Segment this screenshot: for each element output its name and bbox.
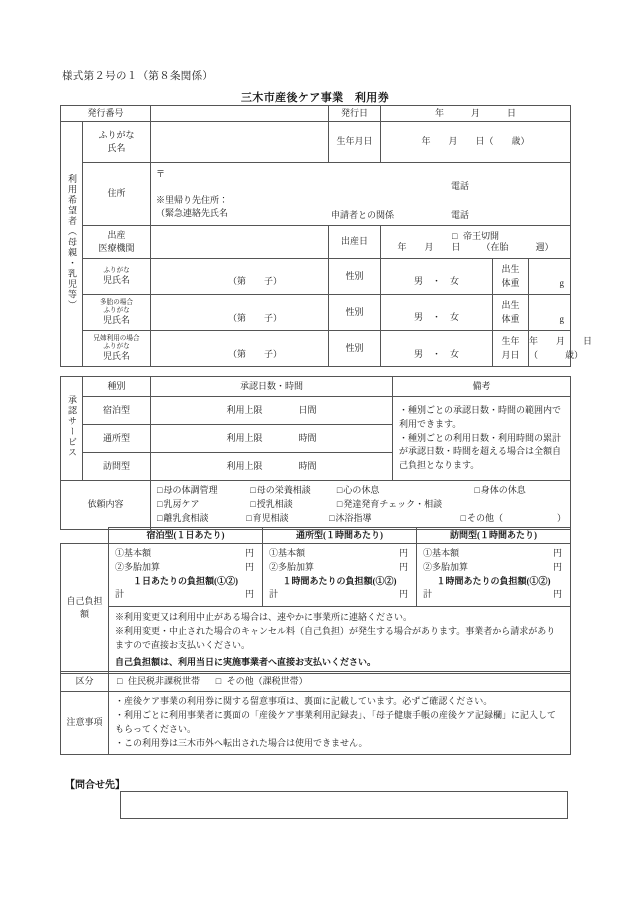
sibling-birthdate-value[interactable]	[529, 331, 593, 367]
notice-list	[109, 692, 571, 755]
multiple-gender-label: 性別	[329, 295, 381, 331]
birth-date-fields[interactable]: 年 月 日	[397, 242, 461, 252]
table-row	[61, 377, 571, 397]
checkbox-tax-exempt-household[interactable]	[117, 676, 123, 686]
fee-item1-unit-stay: 円	[244, 547, 254, 558]
table-row	[61, 528, 571, 544]
fee-note-1: ※利用変更又は利用中止がある場合は、速やかに事業所に連絡ください。	[115, 611, 413, 622]
category-label: 区分	[61, 672, 109, 692]
multiple-birth-weight-label	[493, 295, 529, 331]
checkbox-mother-condition[interactable]: □ 母の体調管理	[157, 484, 250, 498]
checkbox-childcare[interactable]: □ 育児相談	[246, 512, 329, 526]
multiple-child-order-value[interactable]	[151, 295, 329, 331]
fee-sum-label-day: 計	[269, 589, 279, 600]
approval-vertical-label: 承認サービス	[67, 395, 77, 459]
child-gender-label: 性別	[329, 259, 381, 295]
birthdate-label: 生年月日	[329, 122, 381, 163]
checkbox-physical-rest[interactable]: □ 身体の休息	[474, 484, 566, 498]
contact-input-box[interactable]	[120, 791, 568, 819]
weight-unit: g	[559, 277, 565, 288]
fee-note-3: 自己負担額は、利用当日に実施事業者へ直接お支払いください。	[115, 656, 377, 667]
fee-item1-label-stay: ①基本額	[115, 547, 152, 558]
birth-weight-label-line2: 体重	[501, 277, 520, 288]
approval-limit-visit[interactable]: 利用上限 時間	[151, 453, 393, 481]
sibling-birthdate-label-line2: 月日	[501, 349, 520, 360]
notice-label: 注意事項	[61, 692, 109, 755]
name-label-cell	[83, 122, 151, 163]
table-row	[61, 672, 571, 692]
checkbox-breastfeeding[interactable]: □ 授乳相談	[250, 498, 337, 512]
fee-table	[60, 527, 571, 674]
fee-sum-unit-day: 円	[398, 589, 408, 600]
notice-item-3: ・この利用券は三木市外へ転出された場合は使用できません。	[115, 737, 368, 748]
multiple-gender-options: 男 ・ 女	[414, 312, 460, 323]
multiple-weight-label-line2: 体重	[501, 313, 520, 324]
fee-item2-visit[interactable]	[417, 561, 570, 575]
fee-header-day: 通所型(１時間あたり)	[263, 528, 417, 544]
notice-item-1: ・産後ケア事業の利用券に関する留意事項は、裏面に記載しています。必ずご確認ください。	[115, 696, 493, 706]
fee-row-label	[61, 543, 109, 674]
approval-type-stay: 宿泊型	[83, 397, 151, 425]
birth-date-label: 出産日	[329, 226, 381, 259]
child-name-label: 児氏名	[103, 274, 131, 285]
table-row	[61, 692, 571, 755]
address-label: 住所	[83, 163, 151, 226]
table-row	[61, 226, 571, 259]
checkbox-empty-slot	[474, 498, 566, 512]
fee-sum-label-stay: 計	[115, 589, 125, 600]
multiple-birth-weight-value[interactable]	[529, 295, 571, 331]
notice-item-2: ・利用ごとに利用事業者に裏面の「産後ケア事業利用記録表」、「母子健康手帳の産後ケア記録欄」に記入してもらってください。	[115, 709, 557, 734]
return-address-label: ※里帰り先住所：	[156, 194, 229, 205]
fee-item2-label-stay: ②多胎加算	[115, 561, 161, 572]
child-gender-value[interactable]	[381, 259, 493, 295]
misc-table	[60, 671, 571, 755]
fee-row-label-line1: 自己負担	[66, 595, 103, 606]
sibling-gender-label: 性別	[329, 331, 381, 367]
birth-hospital-label-line2: 医療機関	[98, 243, 135, 253]
sibling-gender-value[interactable]	[381, 331, 493, 367]
birth-date-value[interactable]	[381, 226, 571, 259]
birth-hospital-label-line1: 出産	[107, 229, 126, 240]
fee-item1-label-visit: ①基本額	[423, 547, 460, 558]
table-row	[61, 106, 571, 122]
table-row	[61, 163, 571, 226]
multiple-child-label-cell	[83, 295, 151, 331]
checkbox-development-check[interactable]: □ 発達発育チェック・相談	[337, 498, 474, 512]
fee-sum-unit-stay: 円	[244, 589, 254, 600]
sibling-gender-options: 男 ・ 女	[414, 349, 460, 360]
applicant-section-label	[61, 122, 83, 367]
sibling-label-cell	[83, 331, 151, 367]
form-number: 様式第２号の１（第８条関係）	[62, 71, 214, 82]
multiple-child-order-label: （第 子）	[228, 313, 283, 324]
birth-hospital-value[interactable]	[151, 226, 329, 259]
issue-number-value[interactable]	[151, 106, 329, 122]
approval-limit-stay[interactable]: 利用上限 日間	[151, 397, 393, 425]
applicant-vertical-label: 利用希望者（母親・乳児等）	[67, 174, 77, 311]
child-order-value[interactable]	[151, 259, 329, 295]
cesarean-check-row[interactable]	[381, 231, 570, 242]
birth-weight-value[interactable]	[529, 259, 571, 295]
checkbox-breast-care[interactable]: □ 乳房ケア	[157, 498, 250, 512]
fee-note-2: ※利用変更・中止された場合のキャンセル料（自己負担）が発生する場合があります。事業者から請求がありますので直接お支払いください。	[115, 625, 556, 651]
approval-header-remarks: 備考	[393, 377, 571, 397]
postal-mark: 〒	[156, 168, 166, 179]
approval-section-label	[61, 377, 83, 481]
name-value[interactable]	[151, 122, 329, 163]
checkbox-other[interactable]: □ その他（ ）	[461, 512, 566, 526]
sibling-use-label: 兄姉利用の場合	[93, 334, 140, 342]
approval-remark-2: ・種別ごとの利用日数・利用時間の累計が承認日数・時間を超える場合は全額自己負担となります。	[399, 432, 562, 471]
birthdate-value[interactable]: 年 月 日（ 歳）	[381, 122, 571, 163]
request-content-value	[151, 481, 571, 530]
checkbox-mother-nutrition[interactable]: □ 母の栄養相談	[250, 484, 337, 498]
fee-row-label-line2: 額	[79, 609, 89, 620]
fee-item2-day[interactable]	[263, 561, 416, 575]
fee-total-label-stay: １日あたりの負担額(①②)	[133, 575, 238, 586]
fee-item2-unit-stay: 円	[244, 561, 254, 572]
child-name-label-cell	[83, 259, 151, 295]
fee-column-day	[263, 543, 417, 606]
fee-sum-unit-visit: 円	[552, 589, 562, 600]
fee-column-stay	[109, 543, 263, 606]
multiple-gender-value[interactable]	[381, 295, 493, 331]
issue-date-value[interactable]: 年 月 日	[381, 106, 571, 122]
fee-item1-label-day: ①基本額	[269, 547, 306, 558]
cesarean-checkbox[interactable]	[452, 231, 458, 241]
sibling-order-label: （第 子）	[228, 349, 283, 360]
checkbox-mental-rest[interactable]: □ 心の休息	[337, 484, 474, 498]
table-row	[61, 543, 571, 606]
multiple-child-name-label: 児氏名	[103, 315, 131, 326]
category-option2-label: その他（課税世帯）	[226, 675, 308, 686]
issue-number-label: 発行番号	[61, 106, 151, 122]
gestation-label[interactable]: （在胎 週）	[481, 242, 554, 252]
fee-sum-visit[interactable]	[417, 588, 570, 602]
contact-label: 【問合せ先】	[65, 780, 125, 791]
birth-hospital-label	[83, 226, 151, 259]
birth-date-row	[381, 242, 570, 253]
request-checkbox-row	[157, 484, 566, 498]
table-row	[61, 122, 571, 163]
table-row	[61, 397, 571, 425]
table-row	[61, 606, 571, 674]
fee-corner-blank	[61, 528, 109, 544]
child-order-label: （第 子）	[228, 276, 283, 287]
fee-item1-unit-visit: 円	[552, 547, 562, 558]
fee-sum-stay[interactable]	[109, 588, 262, 602]
multiple-furigana-label: ふりがな	[103, 306, 130, 314]
fee-total-label-visit: １時間あたりの負担額(①②)	[436, 575, 551, 586]
approval-type-visit: 訪問型	[83, 453, 151, 481]
table-row	[61, 259, 571, 295]
multiple-weight-label-line1: 出生	[501, 300, 520, 310]
approval-header-days: 承認日数・時間	[151, 377, 393, 397]
request-checkbox-grid	[151, 481, 570, 529]
multiple-weight-unit: g	[559, 313, 565, 324]
table-row	[61, 295, 571, 331]
fee-sum-day[interactable]	[263, 588, 416, 602]
sibling-name-label: 児氏名	[103, 351, 131, 362]
table-row	[61, 481, 571, 530]
sibling-birthdate-label-line1: 生年	[501, 336, 520, 346]
child-furigana-label: ふりがな	[103, 266, 130, 274]
fee-column-visit	[417, 543, 571, 606]
sibling-birthdate-value-line2: （ 歳）	[529, 349, 584, 360]
request-content-label: 依頼内容	[61, 481, 151, 530]
approval-table	[60, 376, 571, 530]
sibling-birthdate-value-line1: 年 月 日	[529, 336, 593, 346]
sibling-birthdate-label	[493, 331, 529, 367]
approval-limit-day[interactable]: 利用上限 時間	[151, 425, 393, 453]
birth-weight-label-line1: 出生	[501, 264, 520, 274]
request-checkbox-row	[157, 498, 566, 512]
fee-item1-unit-day: 円	[398, 547, 408, 558]
fee-notes	[109, 606, 571, 674]
relationship-label: 申請者との関係	[331, 209, 395, 220]
fee-item1-stay[interactable]	[109, 547, 262, 561]
issue-date-label: 発行日	[329, 106, 381, 122]
table-row	[61, 331, 571, 367]
address-value[interactable]	[151, 163, 571, 226]
furigana-label: ふりがな	[98, 129, 135, 140]
fee-item1-day[interactable]	[263, 547, 416, 561]
fee-sum-label-visit: 計	[423, 589, 433, 600]
category-options	[109, 672, 571, 692]
fee-item2-label-day: ②多胎加算	[269, 561, 315, 572]
emergency-contact-label: （緊急連絡先氏名	[156, 208, 229, 219]
multiple-birth-label: 多胎の場合	[100, 298, 133, 306]
fee-item2-unit-visit: 円	[552, 561, 562, 572]
approval-header-type: 種別	[83, 377, 151, 397]
checkbox-bathing-guidance[interactable]: □ 沐浴指導	[329, 512, 460, 526]
child-gender-options: 男 ・ 女	[414, 276, 460, 287]
fee-item1-visit[interactable]	[417, 547, 570, 561]
tel-label-2: 電話	[451, 209, 470, 220]
category-option1-label: 住民税非課税世帯	[127, 675, 200, 686]
checkbox-other-household[interactable]	[216, 676, 222, 686]
fee-item2-unit-day: 円	[398, 561, 408, 572]
fee-header-visit: 訪問型(１時間あたり)	[417, 528, 571, 544]
name-label: 氏名	[107, 143, 126, 153]
fee-item2-stay[interactable]	[109, 561, 262, 575]
sibling-furigana-label: ふりがな	[103, 342, 130, 350]
sibling-order-value[interactable]	[151, 331, 329, 367]
birth-weight-label	[493, 259, 529, 295]
approval-remarks	[393, 397, 571, 481]
checkbox-weaning-food[interactable]: □ 離乳食相談	[157, 512, 246, 526]
tel-label-1: 電話	[451, 180, 470, 191]
page-title: 三木市産後ケア事業 利用券	[240, 92, 390, 104]
fee-header-stay: 宿泊型(１日あたり)	[109, 528, 263, 544]
approval-remark-1: ・種別ごとの承認日数・時間の範囲内で利用できます。	[399, 404, 562, 429]
approval-type-day: 通所型	[83, 425, 151, 453]
cesarean-label: 帝王切開	[462, 230, 499, 241]
request-checkbox-row	[157, 512, 566, 526]
fee-item2-label-visit: ②多胎加算	[423, 561, 469, 572]
fee-total-label-day: １時間あたりの負担額(①②)	[282, 575, 397, 586]
applicant-table	[60, 105, 593, 367]
